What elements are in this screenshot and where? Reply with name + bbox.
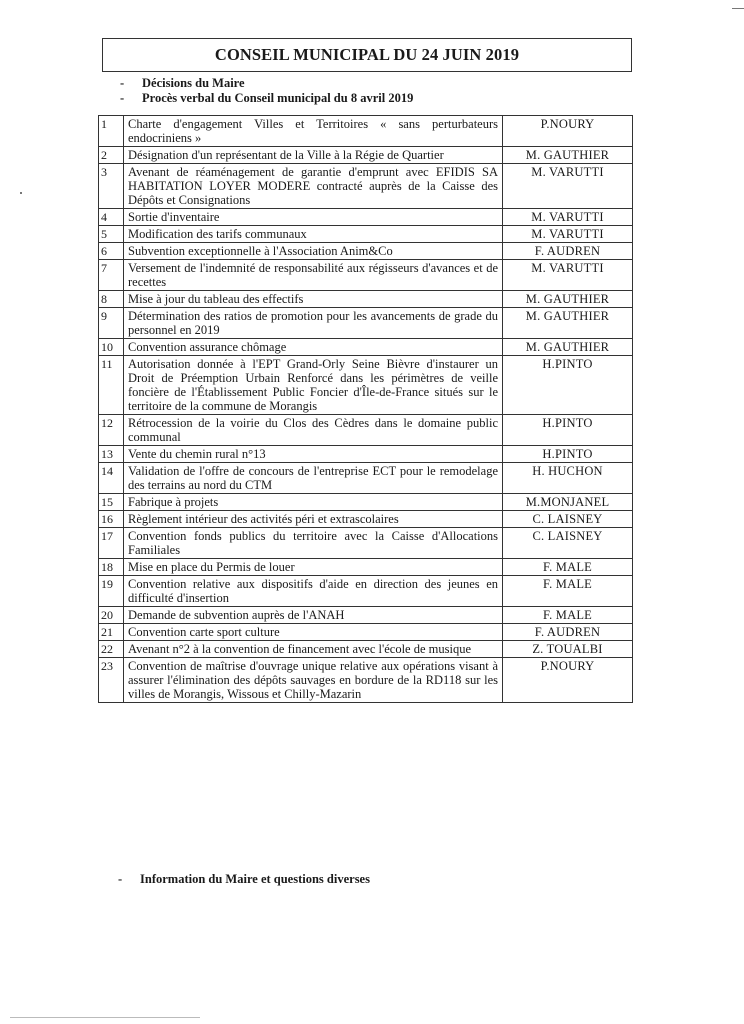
table-row <box>99 339 633 356</box>
table-row <box>99 511 633 528</box>
scan-artifact <box>20 192 22 194</box>
preliminary-item-decisions: Décisions du Maire <box>142 76 245 90</box>
dash-bullet: - <box>120 76 125 90</box>
agenda-number: 9 <box>99 308 124 339</box>
dash-bullet: - <box>118 872 123 886</box>
agenda-rapporteur: Z. TOUALBI <box>503 641 633 658</box>
agenda-rapporteur: P.NOURY <box>503 658 633 703</box>
agenda-subject: Fabrique à projets <box>124 494 503 511</box>
agenda-number: 1 <box>99 116 124 147</box>
agenda-subject: Charte d'engagement Villes et Territoires « sans perturbateurs endocriniens » <box>124 116 503 147</box>
table-row <box>99 658 633 703</box>
agenda-subject: Demande de subvention auprès de l'ANAH <box>124 607 503 624</box>
table-row <box>99 494 633 511</box>
agenda-number: 18 <box>99 559 124 576</box>
agenda-subject: Convention relative aux dispositifs d'aide en direction des jeunes en difficulté d'insertion <box>124 576 503 607</box>
agenda-number: 4 <box>99 209 124 226</box>
agenda-number: 3 <box>99 164 124 209</box>
agenda-rapporteur: M. VARUTTI <box>503 209 633 226</box>
agenda-rapporteur: C. LAISNEY <box>503 511 633 528</box>
agenda-number: 11 <box>99 356 124 415</box>
table-row <box>99 356 633 415</box>
agenda-table <box>98 115 633 703</box>
agenda-subject: Convention de maîtrise d'ouvrage unique relative aux opérations visant à assurer l'élimination des dépôts sauvages en bordure de la RD118 sur les villes de Morangis, Wissous et Chilly-Mazarin <box>124 658 503 703</box>
agenda-subject: Modification des tarifs communaux <box>124 226 503 243</box>
agenda-subject: Convention assurance chômage <box>124 339 503 356</box>
agenda-rapporteur: H. HUCHON <box>503 463 633 494</box>
preliminary-item-minutes: Procès verbal du Conseil municipal du 8 avril 2019 <box>142 91 414 105</box>
agenda-rapporteur: F. MALE <box>503 607 633 624</box>
agenda-subject: Désignation d'un représentant de la Ville à la Régie de Quartier <box>124 147 503 164</box>
table-row <box>99 463 633 494</box>
agenda-number: 20 <box>99 607 124 624</box>
table-row <box>99 576 633 607</box>
table-row <box>99 147 633 164</box>
agenda-rapporteur: M. VARUTTI <box>503 164 633 209</box>
table-row <box>99 528 633 559</box>
agenda-subject: Vente du chemin rural n°13 <box>124 446 503 463</box>
agenda-subject: Convention carte sport culture <box>124 624 503 641</box>
agenda-number: 23 <box>99 658 124 703</box>
table-row <box>99 446 633 463</box>
agenda-subject: Subvention exceptionnelle à l'Association Anim&Co <box>124 243 503 260</box>
closing-item <box>118 872 370 887</box>
agenda-rapporteur: M. GAUTHIER <box>503 339 633 356</box>
document-title-text: CONSEIL MUNICIPAL DU 24 JUIN 2019 <box>214 45 520 64</box>
table-row <box>99 607 633 624</box>
table-row <box>99 559 633 576</box>
list-item <box>120 76 413 91</box>
agenda-rapporteur: C. LAISNEY <box>503 528 633 559</box>
agenda-rapporteur: P.NOURY <box>503 116 633 147</box>
agenda-rapporteur: H.PINTO <box>503 446 633 463</box>
table-row <box>99 209 633 226</box>
agenda-number: 13 <box>99 446 124 463</box>
agenda-rapporteur: F. AUDREN <box>503 243 633 260</box>
agenda-table-body <box>99 116 633 703</box>
agenda-rapporteur: M.MONJANEL <box>503 494 633 511</box>
agenda-number: 14 <box>99 463 124 494</box>
agenda-rapporteur: M. GAUTHIER <box>503 291 633 308</box>
table-row <box>99 291 633 308</box>
agenda-subject: Convention fonds publics du territoire avec la Caisse d'Allocations Familiales <box>124 528 503 559</box>
agenda-number: 10 <box>99 339 124 356</box>
agenda-number: 2 <box>99 147 124 164</box>
agenda-number: 17 <box>99 528 124 559</box>
list-item <box>120 91 413 106</box>
table-row <box>99 308 633 339</box>
agenda-number: 7 <box>99 260 124 291</box>
table-row <box>99 164 633 209</box>
agenda-number: 5 <box>99 226 124 243</box>
agenda-rapporteur: M. GAUTHIER <box>503 308 633 339</box>
agenda-subject: Autorisation donnée à l'EPT Grand-Orly Seine Bièvre d'instaurer un Droit de Préemption Urbain Renforcé dans les périmètres de veille foncière de l'Établissement Public Foncier d'Île-de-France situés sur le territoire de la commune de Morangis <box>124 356 503 415</box>
agenda-subject: Mise à jour du tableau des effectifs <box>124 291 503 308</box>
dash-bullet: - <box>120 91 125 105</box>
agenda-subject: Rétrocession de la voirie du Clos des Cèdres dans le domaine public communal <box>124 415 503 446</box>
table-row <box>99 415 633 446</box>
agenda-subject: Validation de l'offre de concours de l'entreprise ECT pour le remodelage des terrains au nord du CTM <box>124 463 503 494</box>
agenda-rapporteur: M. VARUTTI <box>503 260 633 291</box>
agenda-number: 8 <box>99 291 124 308</box>
agenda-subject: Règlement intérieur des activités péri et extrascolaires <box>124 511 503 528</box>
table-row <box>99 226 633 243</box>
agenda-number: 6 <box>99 243 124 260</box>
agenda-subject: Mise en place du Permis de louer <box>124 559 503 576</box>
table-row <box>99 624 633 641</box>
agenda-subject: Versement de l'indemnité de responsabilité aux régisseurs d'avances et de recettes <box>124 260 503 291</box>
agenda-subject: Détermination des ratios de promotion pour les avancements de grade du personnel en 2019 <box>124 308 503 339</box>
agenda-number: 21 <box>99 624 124 641</box>
closing-item-text: Information du Maire et questions diverses <box>140 872 370 886</box>
agenda-subject: Sortie d'inventaire <box>124 209 503 226</box>
agenda-rapporteur: M. VARUTTI <box>503 226 633 243</box>
agenda-rapporteur: M. GAUTHIER <box>503 147 633 164</box>
agenda-rapporteur: F. MALE <box>503 576 633 607</box>
table-row <box>99 641 633 658</box>
preliminary-items <box>120 76 413 106</box>
agenda-subject: Avenant de réaménagement de garantie d'emprunt avec EFIDIS SA HABITATION LOYER MODERE contracté auprès de la Caisse des Dépôts et Consignations <box>124 164 503 209</box>
document-title <box>102 38 632 72</box>
agenda-rapporteur: F. AUDREN <box>503 624 633 641</box>
agenda-subject: Avenant n°2 à la convention de financement avec l'école de musique <box>124 641 503 658</box>
agenda-number: 12 <box>99 415 124 446</box>
scan-artifact <box>732 8 744 9</box>
agenda-number: 16 <box>99 511 124 528</box>
table-row <box>99 116 633 147</box>
agenda-rapporteur: H.PINTO <box>503 356 633 415</box>
agenda-number: 19 <box>99 576 124 607</box>
table-row <box>99 260 633 291</box>
table-row <box>99 243 633 260</box>
agenda-number: 15 <box>99 494 124 511</box>
agenda-number: 22 <box>99 641 124 658</box>
agenda-rapporteur: F. MALE <box>503 559 633 576</box>
scan-artifact <box>10 1017 200 1018</box>
agenda-rapporteur: H.PINTO <box>503 415 633 446</box>
